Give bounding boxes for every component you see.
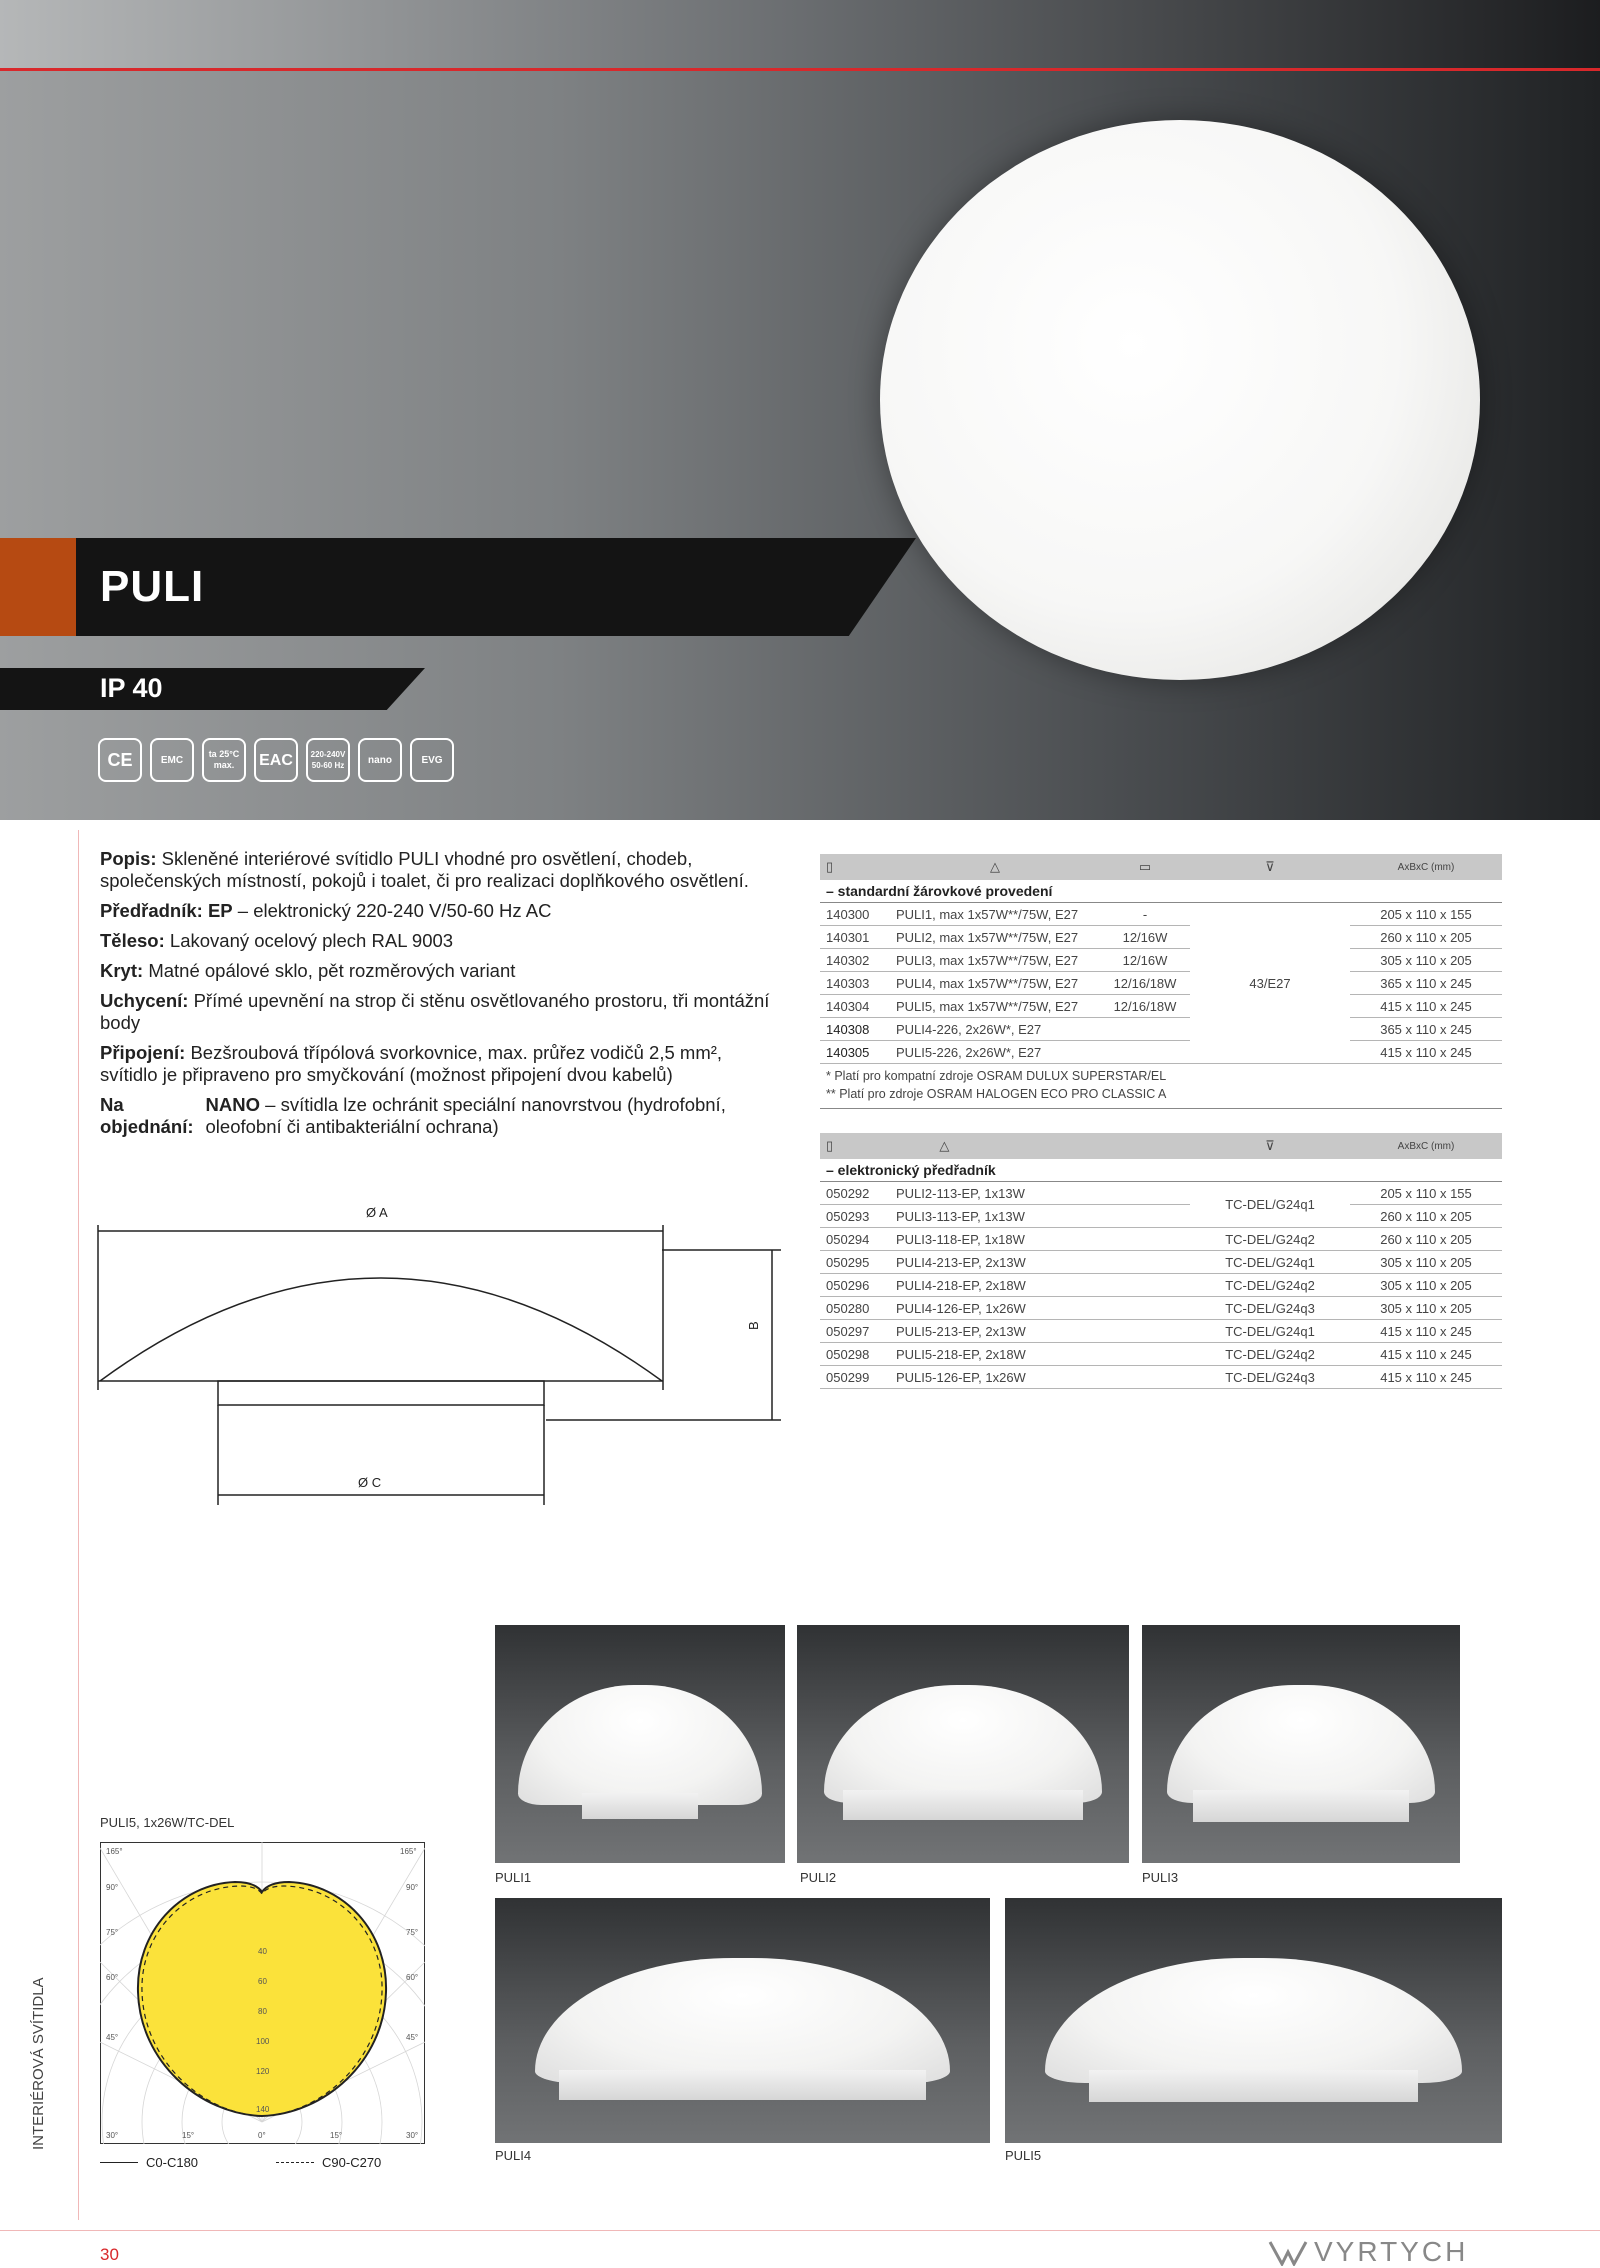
evg-icon: EVG: [410, 738, 454, 782]
legend-solid-line: [100, 2162, 138, 2163]
photo-label: PULI5: [1005, 2148, 1042, 2163]
dim-c-label: Ø C: [358, 1475, 382, 1490]
table-row: 140300 PULI1, max 1x57W**/75W, E27 - 43/E27 205 x 110 x 155: [820, 903, 1502, 926]
svg-text:60: 60: [258, 1977, 267, 1986]
order-label: Na objednání:: [100, 1094, 194, 1137]
popis-text: Skleněné interiérové svítidlo PULI vhodné pro osvětlení, chodeb, společenských místností, pokojů i toalet, či pro realizaci doplňkového osvětlení.: [100, 848, 749, 891]
svg-text:0°: 0°: [258, 2131, 266, 2140]
photo-puli1: [495, 1625, 785, 1863]
popis-label: Popis:: [100, 848, 157, 869]
dim-b-label: B: [746, 1321, 761, 1330]
svg-text:80: 80: [258, 2007, 267, 2016]
section-title: – standardní žárovkové provedení: [820, 880, 1502, 903]
eac-mark-icon: EAC: [254, 738, 298, 782]
socket-column-icon: ⊽: [1190, 854, 1350, 880]
note-2: ** Platí pro zdroje OSRAM HALOGEN ECO PRO CLASSIC A: [826, 1087, 1167, 1101]
svg-text:45°: 45°: [406, 2033, 419, 2042]
table-header: [820, 1133, 1502, 1159]
order-text: – svítidla lze ochránit speciální nanovrstvou (hydrofobní, oleofobní či antibakteriální ochrana): [205, 1094, 726, 1137]
svg-text:15°: 15°: [330, 2131, 343, 2140]
svg-text:30°: 30°: [406, 2131, 419, 2140]
table-row: 050292 PULI2-113-EP, 1x13W TC-DEL/G24q1 205 x 110 x 155: [820, 1182, 1502, 1205]
table-row: 140304 PULI5, max 1x57W**/75W, E27 12/16/18W 415 x 110 x 245: [820, 995, 1502, 1018]
teleso-label: Těleso:: [100, 930, 165, 951]
top-red-line: [0, 68, 1600, 71]
uchyceni-label: Uchycení:: [100, 990, 189, 1011]
kryt-label: Kryt:: [100, 960, 144, 981]
svg-text:165°: 165°: [106, 1847, 123, 1856]
svg-text:15°: 15°: [182, 2131, 195, 2140]
product-title: PULI: [100, 562, 205, 611]
table-row: 050298 PULI5-218-EP, 2x18W TC-DEL/G24q2 415 x 110 x 245: [820, 1343, 1502, 1366]
table-row: 050299 PULI5-126-EP, 1x26W TC-DEL/G24q3 415 x 110 x 245: [820, 1366, 1502, 1389]
photo-puli4: [495, 1898, 990, 2143]
tube-column-icon: ▭: [1100, 854, 1190, 880]
pripojeni-label: Připojení:: [100, 1042, 186, 1063]
nano-icon: nano: [358, 738, 402, 782]
side-category-label: INTERIÉROVÁ SVÍTIDLA: [30, 1977, 47, 2150]
pripojeni-text: Bezšroubová třípólová svorkovnice, max. průřez vodičů 2,5 mm², svítidlo je připraveno pro smyčkování (možnost připojení dvou kabelů): [100, 1042, 723, 1085]
photo-puli5: [1005, 1898, 1502, 2143]
table-row: 140301 PULI2, max 1x57W**/75W, E27 12/16W 260 x 110 x 205: [820, 926, 1502, 949]
legend-c0: C0-C180: [146, 2155, 199, 2170]
socket-column-icon: ⊽: [1190, 1133, 1350, 1159]
dim-a-label: Ø A: [366, 1205, 388, 1220]
category-color-tab: [0, 538, 76, 636]
code-column-icon: ▯: [820, 854, 890, 880]
legend-c90: C90-C270: [322, 2155, 382, 2170]
ip-rating: IP 40: [100, 673, 163, 703]
table-row: 050296 PULI4-218-EP, 2x18W TC-DEL/G24q2 305 x 110 x 205: [820, 1274, 1502, 1297]
teleso-text: Lakovaný ocelový plech RAL 9003: [169, 930, 454, 951]
svg-text:90°: 90°: [406, 1883, 419, 1892]
svg-text:75°: 75°: [406, 1928, 419, 1937]
polar-diagram: [100, 1842, 425, 2144]
uchyceni-text: Přímé upevnění na strop či stěnu osvětlovaného prostoru, tři montážní body: [100, 990, 770, 1033]
table-row: 050280 PULI4-126-EP, 1x26W TC-DEL/G24q3 305 x 110 x 205: [820, 1297, 1502, 1320]
product-table-electronic: [820, 1133, 1502, 1389]
table-row: 050294 PULI3-118-EP, 1x18W TC-DEL/G24q2 260 x 110 x 205: [820, 1228, 1502, 1251]
photo-label: PULI2: [800, 1870, 837, 1885]
svg-text:60°: 60°: [406, 1973, 419, 1982]
photo-label: PULI1: [495, 1870, 532, 1885]
svg-text:165°: 165°: [400, 1847, 417, 1856]
photo-puli2: [797, 1625, 1129, 1863]
table-row: 140302 PULI3, max 1x57W**/75W, E27 12/16W 305 x 110 x 205: [820, 949, 1502, 972]
order-nano: NANO: [205, 1094, 260, 1115]
svg-text:45°: 45°: [106, 2033, 119, 2042]
emc-icon: EMC: [150, 738, 194, 782]
brand-logo: [1268, 2236, 1468, 2268]
legend-dashed-line: [276, 2162, 314, 2163]
brand-name: VYRTYCH: [1314, 2236, 1469, 2267]
product-photo-globe: [880, 120, 1480, 680]
temperature-icon: ta 25°C max.: [202, 738, 246, 782]
product-table-standard: [820, 854, 1502, 1064]
kryt-text: Matné opálové sklo, pět rozměrových variant: [148, 960, 516, 981]
photo-puli3: [1142, 1625, 1460, 1863]
photo-label: PULI3: [1142, 1870, 1179, 1885]
predradnik-text: – elektronický 220-240 V/50-60 Hz AC: [237, 900, 552, 921]
table-row: 050295 PULI4-213-EP, 2x13W TC-DEL/G24q1 305 x 110 x 205: [820, 1251, 1502, 1274]
page-number: 30: [100, 2245, 119, 2264]
svg-text:90°: 90°: [106, 1883, 119, 1892]
table-row: 050297 PULI5-213-EP, 2x13W TC-DEL/G24q1 415 x 110 x 245: [820, 1320, 1502, 1343]
code-column-icon: ▯: [820, 1133, 890, 1159]
brand-mark-icon: [1268, 2238, 1308, 2266]
svg-text:75°: 75°: [106, 1928, 119, 1937]
table-header: [820, 854, 1502, 880]
table-row: 140305 PULI5-226, 2x26W*, E27 415 x 110 x 245: [820, 1041, 1502, 1064]
svg-text:140: 140: [256, 2105, 270, 2114]
ip-bar: [0, 668, 425, 710]
svg-text:60°: 60°: [106, 1973, 119, 1982]
svg-text:40: 40: [258, 1947, 267, 1956]
polar-title: PULI5, 1x26W/TC-DEL: [100, 1815, 235, 1830]
voltage-icon: 220-240V 50-60 Hz: [306, 738, 350, 782]
svg-text:120: 120: [256, 2067, 270, 2076]
predradnik-label: Předřadník: EP: [100, 900, 233, 921]
table-row: 050293 PULI3-113-EP, 1x13W 260 x 110 x 205: [820, 1205, 1502, 1228]
section-title: – elektronický předřadník: [820, 1159, 1502, 1182]
ce-mark-icon: CE: [98, 738, 142, 782]
note-1: * Platí pro kompatní zdroje OSRAM DULUX SUPERSTAR/EL: [826, 1069, 1167, 1083]
notes-divider: [820, 1108, 1502, 1109]
dims-column-header: AxBxC (mm): [1350, 854, 1502, 880]
certification-icons: [98, 738, 454, 782]
photo-label: PULI4: [495, 2148, 532, 2163]
product-description: [100, 848, 778, 1138]
socket-cell: 43/E27: [1190, 903, 1350, 1064]
dims-column-header: AxBxC (mm): [1350, 1133, 1502, 1159]
table-row: 140303 PULI4, max 1x57W**/75W, E27 12/16/18W 365 x 110 x 245: [820, 972, 1502, 995]
technical-drawing: [96, 1195, 796, 1525]
polar-legend: [100, 2155, 381, 2170]
left-vertical-rule: [78, 830, 79, 2220]
svg-text:100: 100: [256, 2037, 270, 2046]
lamp-column-icon: △: [890, 854, 1100, 880]
footer-line: [0, 2230, 1600, 2231]
table-notes: [826, 1067, 1166, 1103]
table-row: 140308 PULI4-226, 2x26W*, E27 365 x 110 x 245: [820, 1018, 1502, 1041]
svg-text:30°: 30°: [106, 2131, 119, 2140]
lamp-column-icon: △: [890, 1133, 1190, 1159]
hero-top-band: [0, 0, 1600, 70]
